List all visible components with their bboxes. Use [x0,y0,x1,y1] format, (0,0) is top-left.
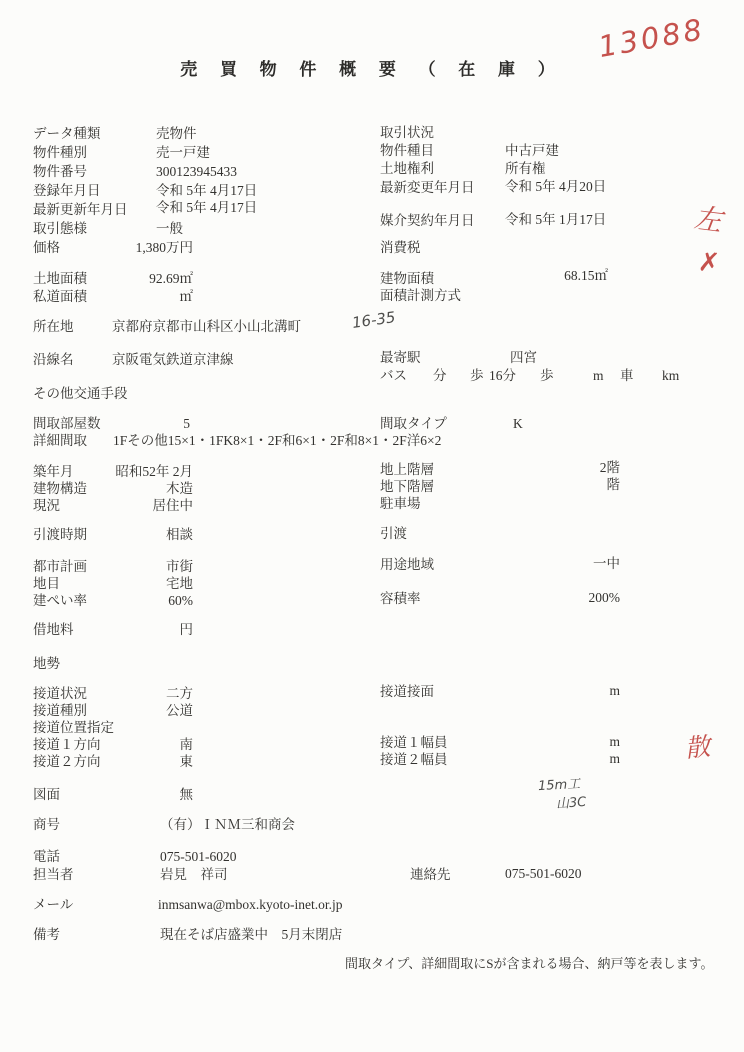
price-label: 価格 [33,240,60,255]
last-change-date-value: 令和 5年 4月20日 [505,179,607,194]
rail-line-value: 京阪電気鉄道京津線 [112,352,234,367]
zoning-label: 用途地域 [380,557,434,572]
handover-label: 引渡 [380,526,407,541]
structure-value: 木造 [166,481,193,496]
terrain-label: 地勢 [33,656,60,671]
coverage-ratio-value: 60% [168,593,193,608]
property-category-label: 物件種目 [380,143,434,158]
last-update-date-value: 令和 5年 4月17日 [156,200,258,215]
registration-date-label: 登録年月日 [33,183,101,198]
price-value: 1,380万円 [135,240,193,255]
registration-date-value: 令和 5年 4月17日 [156,183,258,198]
layout-type-label: 間取タイプ [380,416,447,431]
property-number-label: 物件番号 [33,164,87,179]
floor-area-ratio-value: 200% [588,590,620,605]
property-number-value: 300123945433 [156,164,237,179]
access-walk2-label: 歩 [540,368,554,383]
handover-time-value: 相談 [166,527,193,542]
land-rent-label: 借地料 [33,622,74,637]
access-meters-unit: m [593,368,604,383]
road2-direction-value: 東 [179,754,193,769]
road2-width-label: 接道２幅員 [380,752,448,767]
contact-person-value: 岩見 祥司 [160,867,228,882]
agency-contract-date-value: 令和 5年 1月17日 [505,212,607,227]
property-kind-value: 売一戸建 [156,145,210,160]
access-bus-label: バス [380,368,407,383]
road2-width-value: m [609,751,620,766]
road-type-label: 接道種別 [33,703,87,718]
handwritten-address-lot-number: 16-35 [350,308,397,332]
building-area-label: 建物面積 [380,271,434,286]
road1-direction-label: 接道１方向 [33,737,101,752]
property-kind-label: 物件種別 [33,145,87,160]
road-contact-value: 二方 [166,686,193,701]
road-frontage-value: m [609,683,620,698]
handwritten-stamp-number: 13088 [595,11,708,65]
page-title: 売 買 物 件 概 要 （ 在 庫 ） [180,60,564,79]
email-value: inmsanwa@mbox.kyoto-inet.or.jp [158,897,343,912]
road1-width-value: m [609,734,620,749]
road-position-label: 接道位置指定 [33,720,114,735]
private-road-area-value: ㎡ [179,289,193,304]
remarks-value: 現在そば店盛業中 5月末閉店 [160,927,343,942]
consumption-tax-label: 消費税 [380,240,421,255]
floor-area-ratio-label: 容積率 [380,591,421,606]
handwritten-margin-note-bottom: 散 [683,731,712,764]
phone-label: 電話 [33,849,60,864]
handwritten-margin-note-top: 左 [692,201,724,238]
road-type-value: 公道 [166,703,193,718]
land-rights-value: 所有権 [505,161,546,176]
land-rent-value: 円 [179,622,193,637]
access-car-label: 車 [620,368,634,383]
remarks-label: 備考 [33,927,60,942]
nearest-station-value: 四宮 [510,350,537,365]
layout-detail-label: 詳細間取 [33,433,87,448]
email-label: メール [33,897,74,912]
road1-direction-value: 南 [179,737,193,752]
road-contact-label: 接道状況 [33,686,87,701]
handwritten-memo-line1: 15m工 [537,776,581,795]
access-km-unit: km [662,368,680,383]
floors-below-label: 地下階層 [380,479,434,494]
city-planning-label: 都市計画 [33,559,87,574]
built-date-label: 築年月 [33,464,74,479]
land-category-value: 宅地 [166,576,193,591]
address-label: 所在地 [33,319,74,334]
land-rights-label: 土地権利 [380,161,434,176]
contact-number-label: 連絡先 [410,867,451,882]
current-state-label: 現況 [33,498,60,513]
land-area-value: 92.69㎡ [149,271,193,286]
access-walk-minutes: 16分 [489,368,516,383]
floors-above-label: 地上階層 [380,462,434,477]
land-category-label: 地目 [33,576,60,591]
data-type-value: 売物件 [156,126,197,141]
handwritten-margin-cross: ✗ [696,247,721,279]
floors-below-value: 階 [606,477,620,492]
land-area-label: 土地面積 [33,271,87,286]
access-walk-label: 歩 [470,368,484,383]
agency-contract-date-label: 媒介契約年月日 [380,213,475,228]
rail-line-label: 沿線名 [33,352,74,367]
built-date-value: 昭和52年 2月 [115,464,193,479]
floors-above-value: 2階 [599,460,620,475]
access-bus-minutes: 分 [433,368,447,383]
handover-time-label: 引渡時期 [33,527,87,542]
contact-person-label: 担当者 [33,867,74,882]
room-count-label: 間取部屋数 [33,416,101,431]
handwritten-memo-line2: 山3C [555,794,587,813]
company-label: 商号 [33,817,60,832]
road1-width-label: 接道１幅員 [380,735,448,750]
building-area-value: 68.15㎡ [564,268,608,283]
last-update-date-label: 最新更新年月日 [33,202,128,217]
drawing-value: 無 [179,787,193,802]
drawing-label: 図面 [33,787,60,802]
other-transport-label: その他交通手段 [33,386,128,401]
layout-detail-value: 1Fその他15×1・1FK8×1・2F和6×1・2F和8×1・2F洋6×2 [113,433,442,448]
address-value: 京都府京都市山科区小山北溝町 [112,319,301,334]
contact-number-value: 075-501-6020 [505,866,582,881]
footer-note: 間取タイプ、詳細間取にSが含まれる場合、納戸等を表します。 [345,956,714,971]
room-count-value: 5 [183,416,190,431]
last-change-date-label: 最新変更年月日 [380,180,475,195]
phone-value: 075-501-6020 [160,849,237,864]
parking-label: 駐車場 [380,496,421,511]
coverage-ratio-label: 建ぺい率 [33,593,87,608]
zoning-value: 一中 [593,556,620,571]
transaction-mode-label: 取引態様 [33,221,87,236]
private-road-area-label: 私道面積 [33,289,87,304]
nearest-station-label: 最寄駅 [380,350,421,365]
transaction-mode-value: 一般 [156,221,183,236]
company-value: （有）ＩＮＭ三和商会 [160,817,295,832]
city-planning-value: 市街 [166,559,193,574]
area-measurement-label: 面積計測方式 [380,288,461,303]
property-category-value: 中古戸建 [505,143,559,158]
current-state-value: 居住中 [152,498,193,513]
structure-label: 建物構造 [33,481,87,496]
road-frontage-label: 接道接面 [380,684,434,699]
data-type-label: データ種類 [33,126,101,141]
road2-direction-label: 接道２方向 [33,754,101,769]
transaction-status-label: 取引状況 [380,125,434,140]
layout-type-value: K [513,416,523,431]
